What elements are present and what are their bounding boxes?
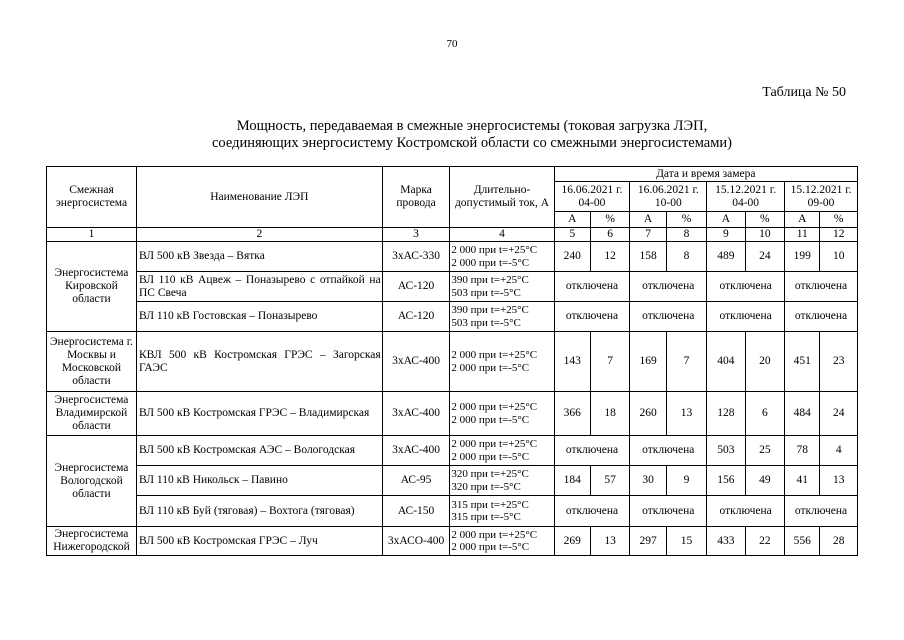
- wire-brand: 3хАС-400: [382, 436, 450, 466]
- status-disconnected: отключена: [630, 436, 707, 466]
- status-disconnected: отключена: [630, 272, 707, 302]
- wire-brand: АС-120: [382, 272, 450, 302]
- value-cell: 556: [785, 527, 820, 556]
- table-number: Таблица № 50: [762, 85, 846, 100]
- table-title: [0, 118, 904, 152]
- unit-percent: %: [666, 212, 706, 228]
- header-date-4: 15.12.2021 г. 09-00: [785, 182, 858, 212]
- value-cell: 8: [666, 242, 706, 272]
- unit-percent: %: [820, 212, 858, 228]
- status-disconnected: отключена: [785, 272, 858, 302]
- allowed-current: 2 000 при t=+25°С 2 000 при t=-5°С: [450, 436, 554, 466]
- wire-brand: АС-120: [382, 302, 450, 332]
- wire-brand: 3хАС-400: [382, 332, 450, 392]
- header-date-3: 15.12.2021 г. 04-00: [707, 182, 785, 212]
- value-cell: 15: [666, 527, 706, 556]
- line-name: ВЛ 110 кВ Буй (тяговая) – Вохтога (тяговая): [136, 496, 382, 527]
- status-disconnected: отключена: [707, 272, 785, 302]
- allowed-current: 2 000 при t=+25°С 2 000 при t=-5°С: [450, 242, 554, 272]
- allowed-current: 315 при t=+25°С 315 при t=-5°С: [450, 496, 554, 527]
- status-disconnected: отключена: [785, 302, 858, 332]
- value-cell: 156: [707, 466, 745, 496]
- table-row: [47, 332, 858, 392]
- value-cell: 7: [590, 332, 629, 392]
- value-cell: 404: [707, 332, 745, 392]
- value-cell: 23: [820, 332, 858, 392]
- value-cell: 184: [554, 466, 590, 496]
- unit-a: А: [554, 212, 590, 228]
- value-cell: 28: [820, 527, 858, 556]
- wire-brand: 3хАС-400: [382, 392, 450, 436]
- value-cell: 169: [630, 332, 666, 392]
- header-measure-datetime: Дата и время замера: [554, 167, 857, 182]
- value-cell: 24: [745, 242, 784, 272]
- status-disconnected: отключена: [554, 302, 630, 332]
- status-disconnected: отключена: [630, 302, 707, 332]
- group-nizhny: Энергосистема Нижегородской: [47, 527, 137, 556]
- wire-brand: АС-95: [382, 466, 450, 496]
- unit-a: А: [630, 212, 666, 228]
- line-name: ВЛ 500 кВ Звезда – Вятка: [136, 242, 382, 272]
- value-cell: 10: [820, 242, 858, 272]
- allowed-current: 2 000 при t=+25°С 2 000 при t=-5°С: [450, 392, 554, 436]
- value-cell: 489: [707, 242, 745, 272]
- column-number: 5: [554, 228, 590, 242]
- column-number: 9: [707, 228, 745, 242]
- value-cell: 18: [590, 392, 629, 436]
- value-cell: 4: [820, 436, 858, 466]
- status-disconnected: отключена: [554, 272, 630, 302]
- line-name: ВЛ 500 кВ Костромская ГРЭС – Владимирская: [136, 392, 382, 436]
- unit-a: А: [785, 212, 820, 228]
- unit-percent: %: [745, 212, 784, 228]
- value-cell: 484: [785, 392, 820, 436]
- wire-brand: АС-150: [382, 496, 450, 527]
- allowed-current: 2 000 при t=+25°С 2 000 при t=-5°С: [450, 332, 554, 392]
- value-cell: 7: [666, 332, 706, 392]
- value-cell: 199: [785, 242, 820, 272]
- header-date-2: 16.06.2021 г. 10-00: [630, 182, 707, 212]
- value-cell: 30: [630, 466, 666, 496]
- value-cell: 433: [707, 527, 745, 556]
- value-cell: 6: [745, 392, 784, 436]
- column-number: 10: [745, 228, 784, 242]
- column-number: 3: [382, 228, 450, 242]
- value-cell: 13: [590, 527, 629, 556]
- value-cell: 22: [745, 527, 784, 556]
- table-row: [47, 436, 858, 466]
- value-cell: 260: [630, 392, 666, 436]
- line-name: КВЛ 500 кВ Костромская ГРЭС – Загорская ГАЭС: [136, 332, 382, 392]
- value-cell: 25: [745, 436, 784, 466]
- line-name: ВЛ 110 кВ Ацвеж – Поназырево с отпайкой на ПС Свеча: [136, 272, 382, 302]
- group-kirov: Энергосистема Кировской области: [47, 242, 137, 332]
- line-name: ВЛ 110 кВ Гостовская – Поназырево: [136, 302, 382, 332]
- table-row: [47, 496, 858, 527]
- value-cell: 13: [820, 466, 858, 496]
- value-cell: 143: [554, 332, 590, 392]
- status-disconnected: отключена: [707, 496, 785, 527]
- table-row: [47, 302, 858, 332]
- wire-brand: 3хАС-330: [382, 242, 450, 272]
- value-cell: 41: [785, 466, 820, 496]
- column-number: 11: [785, 228, 820, 242]
- value-cell: 13: [666, 392, 706, 436]
- value-cell: 366: [554, 392, 590, 436]
- value-cell: 269: [554, 527, 590, 556]
- allowed-current: 390 при t=+25°С 503 при t=-5°С: [450, 302, 554, 332]
- value-cell: 128: [707, 392, 745, 436]
- column-number: 8: [666, 228, 706, 242]
- column-number: 2: [136, 228, 382, 242]
- status-disconnected: отключена: [785, 496, 858, 527]
- column-number: 6: [590, 228, 629, 242]
- allowed-current: 320 при t=+25°С 320 при t=-5°С: [450, 466, 554, 496]
- unit-a: А: [707, 212, 745, 228]
- value-cell: 9: [666, 466, 706, 496]
- status-disconnected: отключена: [707, 302, 785, 332]
- table-row: [47, 527, 858, 556]
- group-vologda: Энергосистема Вологодской области: [47, 436, 137, 527]
- allowed-current: 2 000 при t=+25°С 2 000 при t=-5°С: [450, 527, 554, 556]
- table-row: [47, 392, 858, 436]
- group-vladimir: Энергосистема Владимирской области: [47, 392, 137, 436]
- title-line-1: Мощность, передаваемая в смежные энергосистемы (токовая загрузка ЛЭП,: [236, 118, 708, 134]
- value-cell: 78: [785, 436, 820, 466]
- value-cell: 158: [630, 242, 666, 272]
- unit-percent: %: [590, 212, 629, 228]
- value-cell: 20: [745, 332, 784, 392]
- status-disconnected: отключена: [630, 496, 707, 527]
- power-transfer-table: [46, 166, 858, 556]
- value-cell: 57: [590, 466, 629, 496]
- header-system: Смежная энергосистема: [47, 167, 137, 228]
- line-name: ВЛ 110 кВ Никольск – Павино: [136, 466, 382, 496]
- value-cell: 451: [785, 332, 820, 392]
- table-row: [47, 242, 858, 272]
- page-number: 70: [446, 38, 458, 50]
- value-cell: 240: [554, 242, 590, 272]
- value-cell: 503: [707, 436, 745, 466]
- table-row: [47, 272, 858, 302]
- column-number: 4: [450, 228, 554, 242]
- header-line-name: Наименование ЛЭП: [136, 167, 382, 228]
- line-name: ВЛ 500 кВ Костромская ГРЭС – Луч: [136, 527, 382, 556]
- table-row: [47, 466, 858, 496]
- column-number: 1: [47, 228, 137, 242]
- column-number: 12: [820, 228, 858, 242]
- header-date-1: 16.06.2021 г. 04-00: [554, 182, 630, 212]
- header-wire-brand: Марка провода: [382, 167, 450, 228]
- column-number: 7: [630, 228, 666, 242]
- value-cell: 49: [745, 466, 784, 496]
- header-allowed-current: Длительно-допустимый ток, А: [450, 167, 554, 228]
- line-name: ВЛ 500 кВ Костромская АЭС – Вологодская: [136, 436, 382, 466]
- status-disconnected: отключена: [554, 496, 630, 527]
- value-cell: 12: [590, 242, 629, 272]
- group-moscow: Энергосистема г. Москвы и Московской области: [47, 332, 137, 392]
- status-disconnected: отключена: [554, 436, 630, 466]
- title-line-2: соединяющих энергосистему Костромской области со смежными энергосистемами): [212, 135, 732, 151]
- wire-brand: 3хАСО-400: [382, 527, 450, 556]
- value-cell: 24: [820, 392, 858, 436]
- allowed-current: 390 при t=+25°С 503 при t=-5°С: [450, 272, 554, 302]
- value-cell: 297: [630, 527, 666, 556]
